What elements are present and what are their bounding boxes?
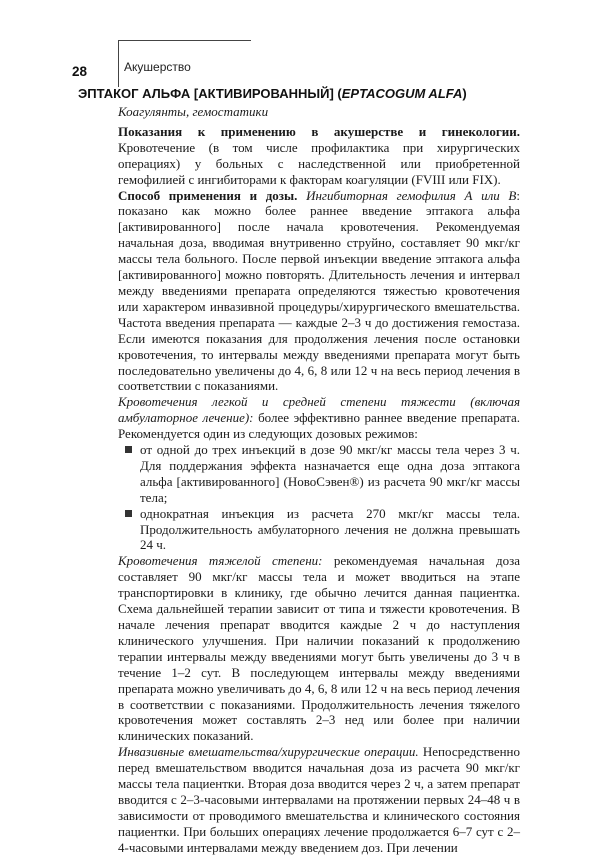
usage-paragraph [118, 188, 520, 395]
bullet-text: однократная инъекция из расчета 270 мкг/кг массы тела. Продолжительность амбулаторного лечения не должна превышать 24 ч. [140, 505, 520, 553]
invasive-text: Непосредственно перед вмешательством вводится начальная доза из расчета 90 мкг/кг массы тела пациентки. Вторая доза вводится через 2 ч, а затем препарат вводится с 2–3-часовыми интервалами на протяжении первых 24–48 ч в зависимости от проводимого вмешательства и клинического состояния пациентки. При больших операциях лечение продолжается 6–7 сут с 2–4-часовыми интервалами между введением доз. При лечении [118, 744, 520, 855]
severe-paragraph [118, 553, 520, 744]
indications-paragraph [118, 124, 520, 188]
article-body [118, 104, 520, 856]
running-title: Акушерство [124, 60, 191, 74]
page-number: 28 [72, 64, 88, 79]
indications-label: Показания к применению в акушерстве и гинекологии. [118, 123, 520, 139]
usage-label: Способ применения и дозы. [118, 187, 298, 203]
mild-label: Кровотечения легкой и средней степени тяжести (включая амбулаторное лечение): [118, 394, 520, 426]
severe-text: рекомендуемая начальная доза составляет 90 мкг/кг массы тела и может вводиться на этапе транспортировки в клинику, где обычно лечится данная пациентка. Схема дальнейшей терапии зависит от типа и тяжести кровотечения. В начале лечения препарат вводится каждые 2 ч до наступления клинического улучшения. При наличии показаний к продолжению терапии интервалы между введениями могут быть увеличены до 3 ч в течение 1–2 сут. В последующем интервалы между введениями препарата можно увеличивать до 4, 6, 8 или 12 ч на весь период лечения в соответствии с показаниями. Продолжительность лечения тяжелого кровотечения может составлять 2–3 нед или более при наличии клинических показаний. [118, 553, 520, 744]
list-item [118, 442, 520, 506]
invasive-label: Инвазивные вмешательства/хирургические операции. [118, 744, 419, 760]
inhibitor-label: Ингибиторная гемофилия А или В [297, 187, 517, 203]
running-header [118, 40, 520, 86]
drug-title [78, 86, 528, 101]
invasive-paragraph [118, 744, 520, 855]
inhibitor-text: : показано как можно более раннее введение эптакога альфа [активированного] после начала кровотечения. Рекомендуемая начальная доза, вводимая внутривенно струйно, составляет 90 мкг/кг массы тела больного. После первой инъекции введение эптакога альфа [активированного] можно повторять. Длительность лечения и интервал между введениями препарата определяются тяжестью кровотечения или характером инвазивной процедуры/хирургического вмешательства. Частота введения препарата — каждые 2–3 ч до достижения гемостаза. Если имеются показания для продолжения лечения после остановки кровотечения, то интервалы между введениями препарата могут быть последовательно увеличены до 4, 6, 8 или 12 ч на весь период лечения в соответствии с показаниями. [118, 187, 520, 394]
mild-text: более эффективно раннее введение препарата. Рекомендуется один из следующих дозовых режимов: [118, 410, 520, 442]
bullet-text: от одной до трех инъекций в дозе 90 мкг/кг массы тела через 3 ч. Для поддержания эффекта назначается еще одна доза эптакога альфа [активированного] (НовоСэвен®) из расчета 90 мкг/кг массы тела; [140, 442, 520, 505]
drug-title-end: ) [462, 86, 467, 101]
severe-label: Кровотечения тяжелой степени: [118, 553, 323, 569]
drug-title-main: ЭПТАКОГ АЛЬФА [АКТИВИРОВАННЫЙ] ( [78, 86, 342, 101]
drug-title-latin: EPTACOGUM ALFA [341, 86, 463, 101]
dose-regimen-list [118, 442, 520, 553]
square-bullet-icon [125, 510, 132, 517]
mild-paragraph [118, 394, 520, 442]
indications-text: Кровотечение (в том числе профилактика при хирургических операциях) у больных с наследственной или приобретенной гемофилией с ингибиторами к факторам коагуляции (FVIII или FIX). [118, 139, 520, 187]
square-bullet-icon [125, 446, 132, 453]
list-item [118, 506, 520, 554]
pharm-group: Коагулянты, гемостатики [118, 104, 269, 119]
